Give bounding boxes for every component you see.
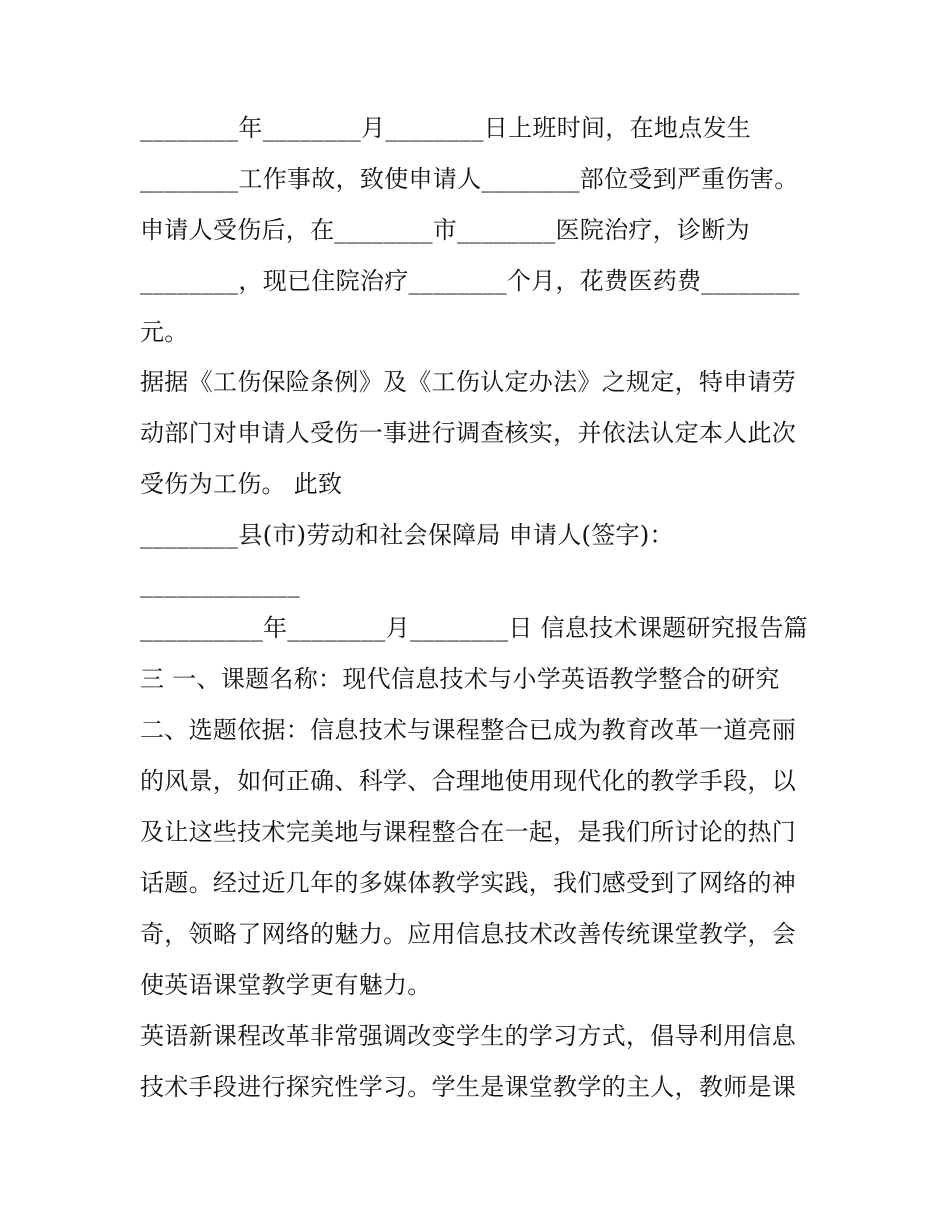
text-line: ________，现已住院治疗________个月，花费医药费________: [140, 267, 800, 295]
text-line: 英语新课程改革非常强调改变学生的学习方式，倡导利用信息: [140, 1022, 797, 1050]
text-line: 技术手段进行探究性学习。学生是课堂教学的主人，教师是课: [140, 1073, 797, 1101]
text-line: 申请人受伤后，在________市________医院治疗，诊断为: [140, 216, 750, 244]
text-line: 三 一、课题名称：现代信息技术与小学英语教学整合的研究: [140, 665, 780, 693]
text-line: 元。: [140, 318, 189, 346]
text-line: ________工作事故，致使申请人________部位受到严重伤害。: [140, 165, 799, 193]
text-line: ________年________月________日上班时间，在地点发生: [140, 114, 752, 142]
text-line: 使英语课堂教学更有魅力。: [140, 971, 432, 999]
text-line: 奇，领略了网络的魅力。应用信息技术改善传统课堂教学，会: [140, 920, 797, 948]
text-line: 话题。经过近几年的多媒体教学实践，我们感受到了网络的神: [140, 869, 797, 897]
text-line: ________县(市)劳动和社会保障局 申请人(签字)：: [140, 521, 674, 549]
text-line: 受伤为工伤。 此致: [140, 470, 343, 498]
text-line: 据据《工伤保险条例》及《工伤认定办法》之规定，特申请劳: [140, 368, 797, 396]
text-line: 二、选题依据：信息技术与课程整合已成为教育改革一道亮丽: [140, 716, 797, 744]
text-line: 动部门对申请人受伤一事进行调查核实，并依法认定本人此次: [140, 419, 797, 447]
text-line: 的风景，如何正确、科学、合理地使用现代化的教学手段，以: [140, 767, 797, 795]
signature-blank-line: _____________: [140, 570, 300, 598]
text-line: __________年________月________日 信息技术课题研究报告篇: [140, 614, 808, 642]
text-line: 及让这些技术完美地与课程整合在一起，是我们所讨论的热门: [140, 818, 797, 846]
